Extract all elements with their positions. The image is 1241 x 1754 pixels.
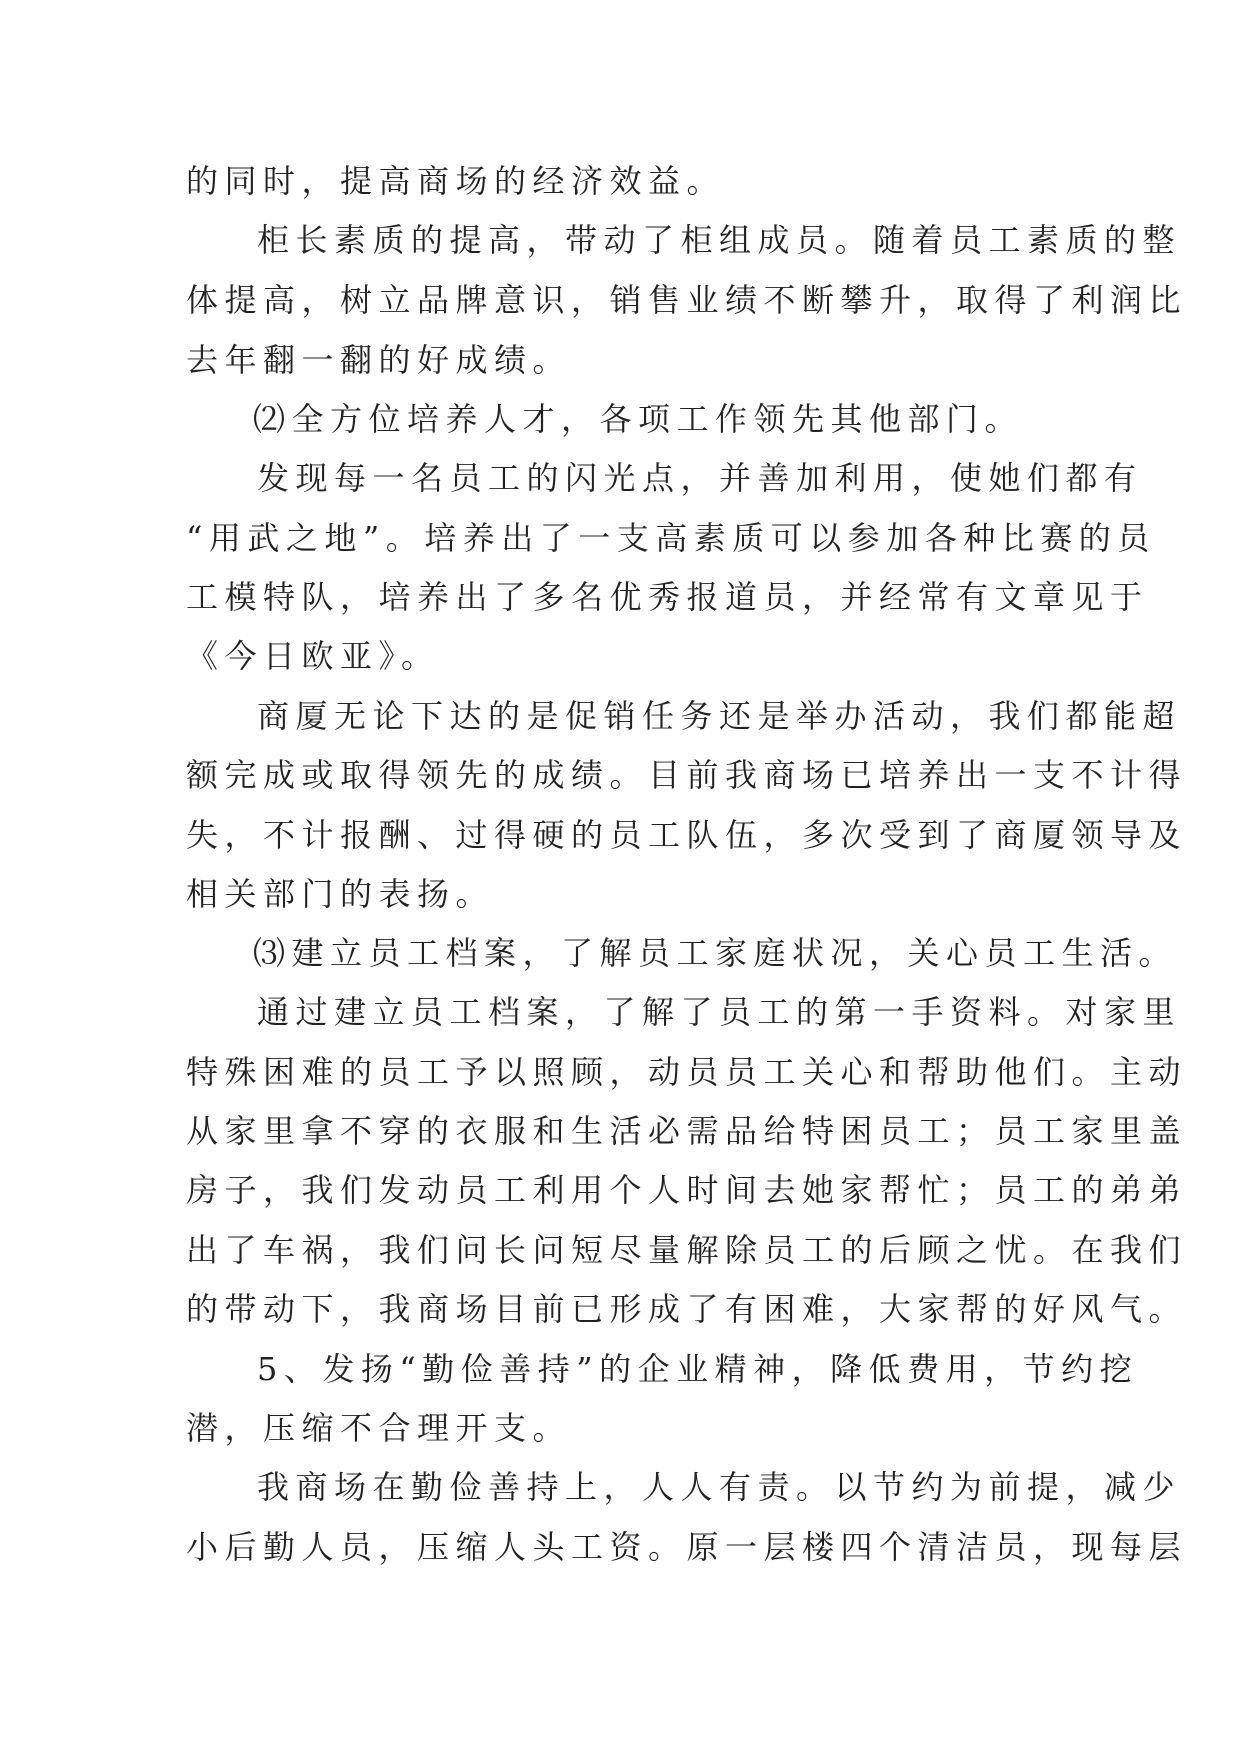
text-line: 额完成或取得领先的成绩。目前我商场已培养出一支不计得 bbox=[186, 756, 1188, 794]
text-line: 5、发扬“勤俭善持”的企业精神，降低费用，节约挖 bbox=[257, 1350, 1139, 1388]
text-line: 体提高，树立品牌意识，销售业绩不断攀升，取得了利润比 bbox=[186, 281, 1188, 319]
text-line: 房子，我们发动员工利用个人时间去她家帮忙；员工的弟弟 bbox=[186, 1171, 1188, 1209]
text-line: 柜长素质的提高，带动了柜组成员。随着员工素质的整 bbox=[257, 221, 1182, 259]
text-line: 从家里拿不穿的衣服和生活必需品给特困员工；员工家里盖 bbox=[186, 1112, 1188, 1150]
text-line: 我商场在勤俭善持上，人人有责。以节约为前提，减少 bbox=[257, 1468, 1182, 1506]
text-line: 的同时，提高商场的经济效益。 bbox=[186, 162, 726, 200]
text-line: ⑵全方位培养人才，各项工作领先其他部门。 bbox=[253, 400, 1024, 438]
text-line: “用武之地”。培养出了一支高素质可以参加各种比赛的员 bbox=[186, 519, 1156, 557]
text-line: 相关部门的表扬。 bbox=[186, 875, 495, 913]
text-line: 小后勤人员，压缩人头工资。原一层楼四个清洁员，现每层 bbox=[186, 1528, 1188, 1566]
text-line: 发现每一名员工的闪光点，并善加利用，使她们都有 bbox=[257, 459, 1143, 497]
text-line: 失，不计报酬、过得硬的员工队伍，多次受到了商厦领导及 bbox=[186, 816, 1188, 854]
text-line: ⑶建立员工档案，了解员工家庭状况，关心员工生活。 bbox=[253, 934, 1178, 972]
text-line: 去年翻一翻的好成绩。 bbox=[186, 341, 572, 379]
text-line: 《今日欧亚》。 bbox=[186, 637, 440, 675]
text-line: 特殊困难的员工予以照顾，动员员工关心和帮助他们。主动 bbox=[186, 1053, 1188, 1091]
text-line: 通过建立员工档案，了解了员工的第一手资料。对家里 bbox=[257, 993, 1182, 1031]
text-line: 潜，压缩不合理开支。 bbox=[186, 1409, 572, 1447]
text-line: 的带动下，我商场目前已形成了有困难，大家帮的好风气。 bbox=[186, 1290, 1188, 1328]
text-line: 商厦无论下达的是促销任务还是举办活动，我们都能超 bbox=[257, 697, 1182, 735]
text-line: 出了车祸，我们问长问短尽量解除员工的后顾之忧。在我们 bbox=[186, 1231, 1188, 1269]
text-line: 工模特队，培养出了多名优秀报道员，并经常有文章见于 bbox=[186, 578, 1149, 616]
